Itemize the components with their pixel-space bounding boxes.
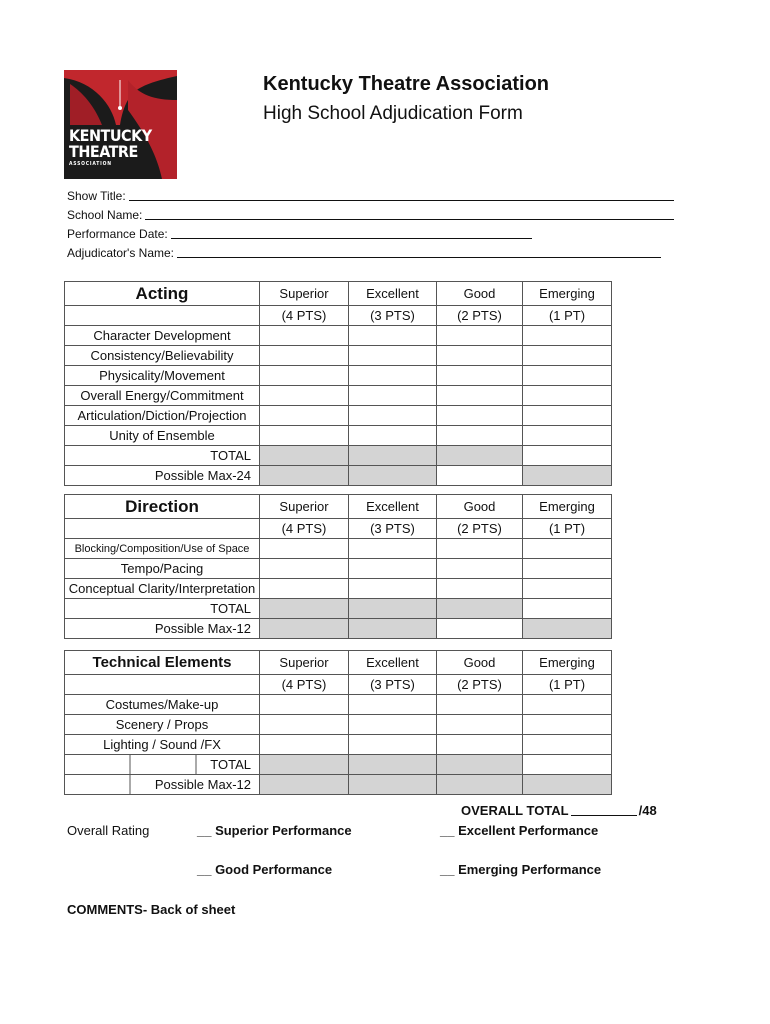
shaded-cell (523, 466, 612, 486)
score-cell[interactable] (260, 559, 349, 579)
performance-date-line (67, 227, 532, 241)
direction-heading: Direction (65, 495, 260, 519)
score-cell[interactable] (349, 386, 437, 406)
criterion-label: Scenery / Props (65, 715, 260, 735)
criterion-label: Blocking/Composition/Use of Space (65, 539, 260, 559)
score-cell[interactable] (349, 406, 437, 426)
score-cell[interactable] (523, 426, 612, 446)
technical-heading: Technical Elements (65, 651, 260, 675)
show-title-line (67, 189, 674, 203)
shaded-cell (260, 619, 349, 639)
score-cell[interactable] (349, 715, 437, 735)
overall-total-suffix: /48 (638, 803, 657, 818)
overall-rating-label: Overall Rating (67, 823, 150, 838)
score-cell[interactable] (349, 346, 437, 366)
score-cell[interactable] (349, 735, 437, 755)
score-cell[interactable] (437, 386, 523, 406)
excellent-performance-option[interactable]: __ Excellent Performance (440, 823, 599, 838)
school-name-label: School Name: (67, 208, 143, 222)
score-cell[interactable] (260, 539, 349, 559)
shaded-cell (349, 775, 437, 795)
col-excellent: Excellent (349, 651, 437, 675)
score-cell[interactable] (523, 346, 612, 366)
score-cell[interactable] (260, 695, 349, 715)
col-excellent-pts: (3 PTS) (349, 675, 437, 695)
col-superior: Superior (260, 282, 349, 306)
shaded-cell (260, 775, 349, 795)
overall-total-label: OVERALL TOTAL (461, 803, 569, 818)
score-cell[interactable] (260, 426, 349, 446)
superior-performance-option[interactable]: __ Superior Performance (197, 823, 352, 838)
score-cell[interactable] (260, 326, 349, 346)
blank-cell (437, 619, 523, 639)
show-title-field[interactable] (129, 189, 674, 201)
score-cell[interactable] (349, 559, 437, 579)
logo-line3: ASSOCIATION (69, 161, 112, 167)
blank-cell (65, 519, 260, 539)
shaded-cell (349, 599, 437, 619)
shaded-cell (437, 775, 523, 795)
score-cell[interactable] (349, 695, 437, 715)
shaded-cell (437, 446, 523, 466)
col-superior-pts: (4 PTS) (260, 306, 349, 326)
col-superior-pts: (4 PTS) (260, 675, 349, 695)
score-cell[interactable] (437, 426, 523, 446)
form-subtitle: High School Adjudication Form (263, 103, 523, 124)
score-cell[interactable] (523, 735, 612, 755)
score-cell[interactable] (523, 406, 612, 426)
overall-total-field[interactable] (571, 803, 637, 816)
score-cell[interactable] (437, 539, 523, 559)
score-cell[interactable] (437, 406, 523, 426)
criterion-label: Overall Energy/Commitment (65, 386, 260, 406)
emerging-performance-option[interactable]: __ Emerging Performance (440, 862, 602, 877)
total-label: TOTAL (65, 755, 260, 775)
col-excellent-pts: (3 PTS) (349, 306, 437, 326)
criterion-label: Lighting / Sound /FX (65, 735, 260, 755)
direction-total-cell[interactable] (523, 599, 612, 619)
score-cell[interactable] (437, 326, 523, 346)
criterion-label: Tempo/Pacing (65, 559, 260, 579)
score-cell[interactable] (437, 715, 523, 735)
col-good-pts: (2 PTS) (437, 306, 523, 326)
score-cell[interactable] (260, 346, 349, 366)
school-name-field[interactable] (145, 208, 674, 220)
acting-heading: Acting (65, 282, 260, 306)
score-cell[interactable] (523, 386, 612, 406)
max-label: Possible Max-24 (65, 466, 260, 486)
logo-line1: KENTUCKY (69, 126, 152, 145)
score-cell[interactable] (437, 559, 523, 579)
col-emerging: Emerging (523, 495, 612, 519)
score-cell[interactable] (260, 406, 349, 426)
score-cell[interactable] (523, 695, 612, 715)
col-emerging: Emerging (523, 651, 612, 675)
criterion-label: Conceptual Clarity/Interpretation (65, 579, 260, 599)
col-emerging-pts: (1 PT) (523, 519, 612, 539)
shaded-cell (260, 466, 349, 486)
score-cell[interactable] (260, 579, 349, 599)
criterion-label: Character Development (65, 326, 260, 346)
school-name-line (67, 208, 674, 222)
col-superior: Superior (260, 651, 349, 675)
score-cell[interactable] (523, 366, 612, 386)
shaded-cell (437, 599, 523, 619)
blank-cell (65, 675, 260, 695)
score-cell[interactable] (349, 366, 437, 386)
score-cell[interactable] (260, 386, 349, 406)
col-good: Good (437, 282, 523, 306)
shaded-cell (437, 755, 523, 775)
shaded-cell (260, 599, 349, 619)
shaded-cell (523, 775, 612, 795)
logo-line2: THEATRE (69, 142, 138, 161)
col-good-pts: (2 PTS) (437, 675, 523, 695)
col-emerging: Emerging (523, 282, 612, 306)
score-cell[interactable] (523, 326, 612, 346)
score-cell[interactable] (349, 426, 437, 446)
col-emerging-pts: (1 PT) (523, 306, 612, 326)
col-excellent: Excellent (349, 495, 437, 519)
shaded-cell (260, 446, 349, 466)
col-good: Good (437, 651, 523, 675)
blank-cell (65, 306, 260, 326)
comments-note: COMMENTS- Back of sheet (67, 902, 236, 917)
good-performance-option[interactable]: __ Good Performance (197, 862, 333, 877)
criterion-label: Unity of Ensemble (65, 426, 260, 446)
total-label: TOTAL (65, 599, 260, 619)
shaded-cell (349, 446, 437, 466)
performance-date-field[interactable] (171, 227, 532, 239)
overall-total (461, 803, 657, 818)
col-superior-pts: (4 PTS) (260, 519, 349, 539)
score-cell[interactable] (437, 346, 523, 366)
criterion-label: Consistency/Believability (65, 346, 260, 366)
blank-cell (437, 466, 523, 486)
col-excellent: Excellent (349, 282, 437, 306)
performance-date-label: Performance Date: (67, 227, 168, 241)
score-cell[interactable] (349, 579, 437, 599)
adjudicator-name-field[interactable] (177, 246, 661, 258)
score-cell[interactable] (437, 366, 523, 386)
kta-logo (64, 70, 177, 179)
score-cell[interactable] (260, 366, 349, 386)
adjudicator-name-line (67, 246, 661, 260)
score-cell[interactable] (437, 735, 523, 755)
col-superior: Superior (260, 495, 349, 519)
score-cell[interactable] (260, 715, 349, 735)
score-cell[interactable] (523, 715, 612, 735)
adjudicator-name-label: Adjudicator's Name: (67, 246, 175, 260)
direction-table (64, 494, 612, 639)
col-emerging-pts: (1 PT) (523, 675, 612, 695)
acting-table (64, 281, 612, 486)
score-cell[interactable] (437, 695, 523, 715)
criterion-label: Costumes/Make-up (65, 695, 260, 715)
score-cell[interactable] (523, 539, 612, 559)
score-cell[interactable] (349, 539, 437, 559)
score-cell[interactable] (523, 579, 612, 599)
max-label: Possible Max-12 (65, 775, 260, 795)
shaded-cell (349, 755, 437, 775)
max-label: Possible Max-12 (65, 619, 260, 639)
technical-table (64, 650, 612, 795)
acting-total-cell[interactable] (523, 446, 612, 466)
form-title: Kentucky Theatre Association (263, 73, 550, 95)
col-excellent-pts: (3 PTS) (349, 519, 437, 539)
total-label: TOTAL (65, 446, 260, 466)
shaded-cell (523, 619, 612, 639)
score-cell[interactable] (523, 559, 612, 579)
criterion-label: Articulation/Diction/Projection (65, 406, 260, 426)
show-title-label: Show Title: (67, 189, 126, 203)
shaded-cell (349, 466, 437, 486)
col-good-pts: (2 PTS) (437, 519, 523, 539)
technical-total-cell[interactable] (523, 755, 612, 775)
score-cell[interactable] (349, 326, 437, 346)
col-good: Good (437, 495, 523, 519)
criterion-label: Physicality/Movement (65, 366, 260, 386)
shaded-cell (260, 755, 349, 775)
score-cell[interactable] (437, 579, 523, 599)
shaded-cell (349, 619, 437, 639)
score-cell[interactable] (260, 735, 349, 755)
